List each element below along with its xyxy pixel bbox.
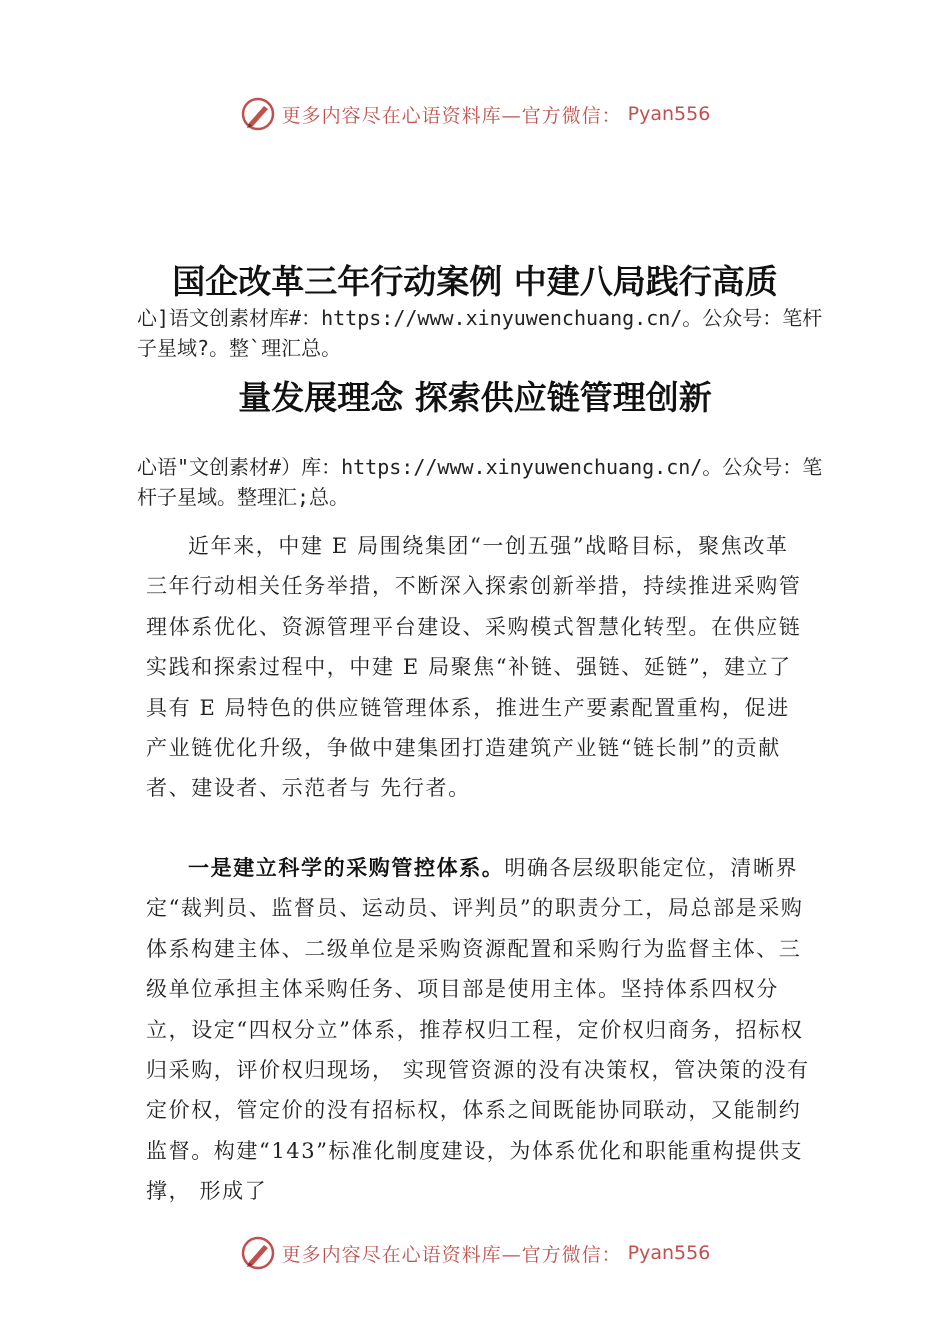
paragraph-procurement-system	[146, 848, 810, 1212]
wechat-id: Pyan556	[627, 1242, 711, 1264]
watermark-text: 更多内容尽在心语资料库—官方微信：	[281, 104, 622, 127]
title-line-1: 国企改革三年行动案例 中建八局践行高质	[172, 262, 778, 301]
source-note-2: 心语"文创素材#）库：https://www.xinyuwenchuang.cn/。公众号：笔杆子星域。整理汇;总。	[137, 455, 823, 509]
wechat-id: Pyan556	[627, 103, 711, 125]
paragraph-lead: 一是建立科学的采购管控体系。	[188, 856, 505, 880]
title-line-2: 量发展理念 探索供应链管理创新	[238, 378, 712, 417]
footer-watermark	[0, 1233, 950, 1273]
source-note-1: 心]语文创素材库#：https://www.xinyuwenchuang.cn/。公众号：笔杆子星域?。整`理汇总。	[137, 306, 823, 360]
watermark-text: 更多内容尽在心语资料库—官方微信：	[281, 1243, 622, 1266]
paragraph-intro	[146, 526, 810, 809]
paragraph-body: 明确各层级职能定位，清晰界定“裁判员、监督员、运动员、评判员”的职责分工，局总部是采购体系构建主体、二级单位是采购资源配置和采购行为监督主体、三级单位承担主体采购任务、项目部是使用主体。坚持体系四权分立，设定“四权分立”体系，推荐权归工程，定价权归商务，招标权归采购，评价权归现场， 实现管资源的没有决策权，管决策的没有定价权，管定价的没有招标权，体系之间既能协同联动，又能制约监督。构建“143”标准化制度建设，为体系优化和职能重构提供支撑， 形成了	[146, 856, 810, 1204]
pen-logo-icon	[240, 96, 276, 132]
header-watermark	[0, 94, 950, 134]
pen-logo-icon	[240, 1235, 276, 1271]
paragraph-intro-text: 近年来，中建 E 局围绕集团“一创五强”战略目标，聚焦改革三年行动相关任务举措，不断深入探索创新举措，持续推进采购管理体系优化、资源管理平台建设、采购模式智慧化转型。在供应链实践和探索过程中，中建 E 局聚焦“补链、强链、延链”，建立了具有 E 局特色的供应链管理体系，推进生产要素配置重构，促进产业链优化升级，争做中建集团打造建筑产业链“链长制”的贡献者、建设者、示范者与 先行者。	[146, 534, 802, 801]
